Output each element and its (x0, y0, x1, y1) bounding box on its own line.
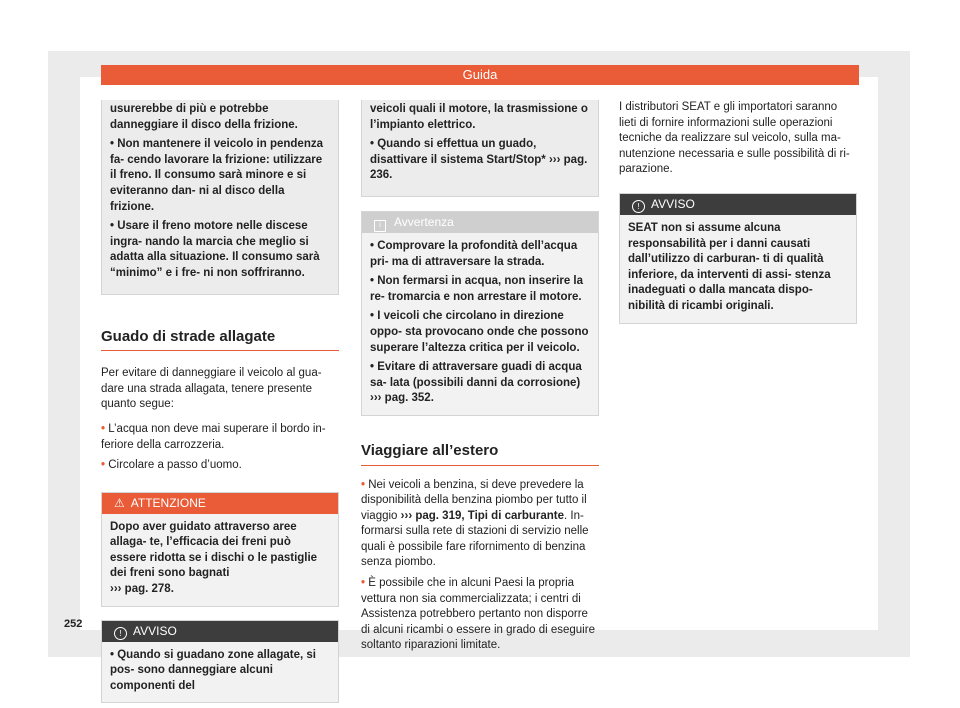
bullet-dot: • (101, 459, 109, 472)
avviso-header: ! AVVISO (620, 194, 856, 215)
viaggiare-bullet-1: • Nei veicoli a benzina, si deve prevedere la disponibilità della benzina piombo per tutto il viaggio ››› pag. 319, Tipi di carburante. In- formarsi sulla rete di stazioni di servizio nelle quali è possibile fare rifornimento di benzina senza piombo. (361, 478, 589, 569)
column-3 (619, 100, 857, 324)
column-1 (101, 100, 339, 703)
avvertenza-item-4: • Evitare di attraversare guadi di acqua sa- lata (possibili danni da corrosione) ››› pag. 352. (370, 361, 582, 405)
avvertenza-header: i Avvertenza (362, 212, 598, 233)
avvertenza-item-2: • Non fermarsi in acqua, non inserire la re- tromarcia e non arrestare il motore. (370, 275, 584, 303)
bullet-dot: • (361, 577, 369, 590)
guado-intro: Per evitare di danneggiare il veicolo al gua- dare una strada allagata, tenere presente quanto segue: (101, 367, 322, 411)
tip-text-1: usurerebbe di più e potrebbe danneggiare il disco della frizione. (110, 103, 298, 131)
section-header: Guida (101, 65, 859, 85)
avvertenza-box (361, 211, 599, 416)
guado-bullet-2: • Circolare a passo d’uomo. (101, 459, 242, 472)
section-heading-viaggiare: Viaggiare all’estero (361, 443, 599, 466)
page-reference[interactable]: ››› pag. 236. (370, 153, 588, 182)
avviso-box-2 (619, 193, 857, 324)
avviso-cont-text-1: veicoli quali il motore, la trasmissione o l’impianto elettrico. (370, 103, 588, 131)
section-heading-guado: Guado di strade allagate (101, 329, 339, 352)
avviso-body: • Quando si guadano zone allagate, si pos- sono danneggiare alcuni componenti del (102, 642, 338, 703)
tip-text-2: • Non mantenere il veicolo in pendenza fa- cendo lavorare la frizione: utilizzare il freno. Il consumo sarà minore e si eviteranno dan- ni al disco della frizione. (110, 138, 323, 213)
guado-bullet-1: • L’acqua non deve mai superare il bordo in- feriore della carrozzeria. (101, 422, 326, 451)
info-circle-icon: ! (632, 200, 645, 213)
bullet-dot: • (101, 422, 109, 435)
avvertenza-item-3: • I veicoli che circolano in direzione oppo- sta provocano onde che possono superare l’altezza critica per il veicolo. (370, 310, 589, 354)
avviso-header: ! AVVISO (102, 621, 338, 642)
avviso-body: SEAT non si assume alcuna responsabilità per i danni causati dall’utilizzo di carburan- ti di qualità inferiore, da interventi di assi- stenza inadeguati o dalla mancata dispo- nibilità di ricambi originali. (620, 215, 856, 323)
page-reference[interactable]: ››› pag. 352. (370, 392, 434, 405)
page-reference[interactable]: ››› pag. 319, Tipi di carburante (400, 509, 565, 522)
avviso-box-1 (101, 620, 339, 704)
note-square-icon: i (374, 220, 386, 232)
attenzione-body: Dopo aver guidato attraverso aree allaga- te, l’efficacia dei freni può essere ridotta se i dischi o le pastiglie dei freni sono bagnati ››› pag. 278. (102, 514, 338, 606)
viaggiare-bullet-2: • È possibile che in alcuni Paesi la propria vettura non sia commercializzata; i centri di Assistenza potrebbero pertanto non disporre di alcuni ricambi o essere in grado di eseguire soltanto riparazioni limitate. (361, 577, 595, 652)
avviso-cont-text-2: • Quando si effettua un guado, disattivare il sistema Start/Stop* ››› pag. 236. (370, 138, 588, 182)
continued-tip-box (101, 100, 339, 295)
info-circle-icon: ! (114, 627, 127, 640)
avvertenza-body (362, 233, 598, 415)
continued-avviso-box (361, 100, 599, 197)
page-number: 252 (64, 618, 83, 630)
attenzione-header: ⚠ ATTENZIONE (102, 493, 338, 514)
warning-triangle-icon: ⚠ (114, 495, 125, 510)
page-reference[interactable]: ››› pag. 278. (110, 583, 174, 596)
tip-text-3: • Usare il freno motore nelle discese ingra- nando la marcia che meglio si adatta alla situazione. Il consumo sarà “minimo” e i fre- ni non soffriranno. (110, 220, 320, 279)
attenzione-box (101, 492, 339, 607)
column-2 (361, 100, 599, 659)
avvertenza-item-1: • Comprovare la profondità dell’acqua pri- ma di attraversare la strada. (370, 239, 578, 268)
distributori-text: I distributori SEAT e gli importatori saranno lieti di fornire informazioni sulle operazioni tecniche da realizzare sul veicolo, sulla ma- nutenzione necessaria e sulle possibilità di ri- parazione. (619, 101, 850, 176)
bullet-dot: • (361, 478, 369, 491)
